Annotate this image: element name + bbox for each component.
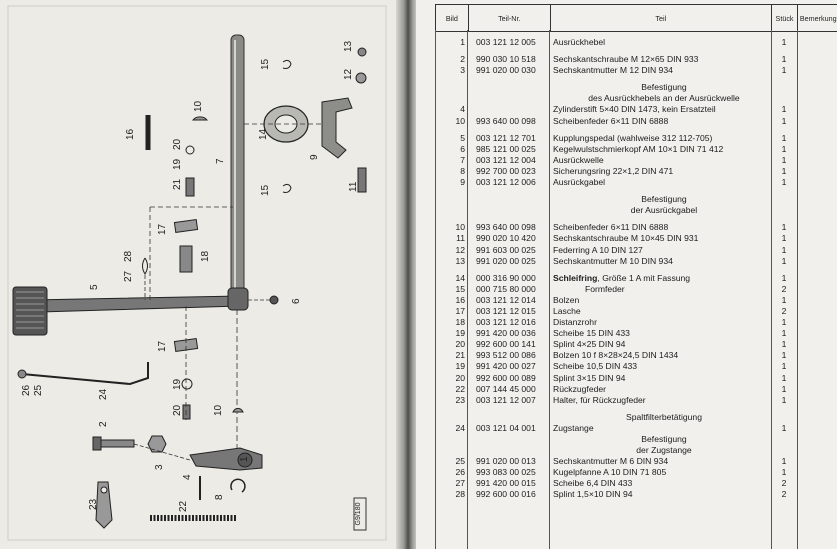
bild-number: 20 — [455, 339, 465, 350]
section-heading — [435, 412, 837, 423]
left-page — [0, 0, 404, 549]
part-description: Sechskantschraube M 12×65 DIN 933 — [553, 54, 699, 65]
quantity: 1 — [781, 339, 787, 350]
callout-19b: 19 — [172, 378, 183, 390]
part-number: 000 715 80 000 — [476, 283, 536, 294]
part-number: 992 600 00 016 — [476, 489, 536, 500]
section-heading-text: Befestigung — [641, 82, 687, 93]
quantity: 1 — [781, 233, 787, 244]
table-row — [435, 328, 837, 339]
table-row — [435, 54, 837, 65]
bild-number: 3 — [460, 65, 465, 76]
callout-4: 4 — [182, 474, 193, 480]
quantity: 1 — [781, 272, 787, 283]
part-number: 003 121 12 004 — [476, 154, 536, 165]
quantity: 1 — [781, 456, 787, 467]
callout-25: 25 — [33, 384, 44, 396]
bild-number: 15 — [455, 283, 465, 294]
parts-table — [435, 37, 837, 501]
section-heading — [435, 82, 837, 93]
bild-number: 2 — [460, 54, 465, 65]
part-number: 990 030 10 518 — [476, 54, 536, 65]
callout-labels — [21, 40, 359, 512]
table-row — [435, 317, 837, 328]
bild-number: 19 — [455, 361, 465, 372]
bild-number: 16 — [455, 294, 465, 305]
callout-10b: 10 — [213, 404, 224, 416]
table-row — [435, 456, 837, 467]
table-row — [435, 273, 837, 284]
callout-22: 22 — [178, 500, 189, 512]
part-number: 003 121 04 001 — [476, 422, 536, 433]
quantity: 1 — [781, 132, 787, 143]
section-heading-text: der Ausrückgabel — [630, 205, 698, 216]
section-heading-text: Befestigung — [641, 434, 687, 444]
part-number: 993 640 00 098 — [476, 115, 536, 126]
pedal-hub — [228, 288, 248, 310]
part-number: 003 121 12 016 — [476, 317, 536, 328]
part-description: Scheibe 6,4 DIN 433 — [553, 478, 633, 489]
bild-number: 1 — [460, 37, 465, 47]
col-teilnr: Teil-Nr. — [469, 5, 551, 31]
table-row — [435, 489, 837, 500]
bild-number: 21 — [455, 350, 465, 361]
table-row — [435, 306, 837, 317]
part-description: Sechskantschraube M 10×45 DIN 931 — [553, 233, 699, 244]
part-number: 991 603 00 025 — [476, 244, 536, 255]
table-row — [435, 222, 837, 233]
section-heading-text: des Ausrückhebels an der Ausrückwelle — [588, 93, 740, 104]
quantity: 1 — [781, 383, 787, 394]
right-page — [416, 0, 837, 549]
callout-15a: 15 — [260, 58, 271, 70]
part-description: Rückzugfeder — [553, 383, 607, 394]
book-gutter — [396, 0, 418, 549]
callout-16: 16 — [125, 128, 136, 140]
part-description: Zylinderstift 5×40 DIN 1473, kein Ersatzteil — [553, 104, 716, 115]
part-number: 985 121 00 025 — [476, 143, 536, 154]
bild-number: 6 — [460, 143, 465, 154]
part-number: 992 700 00 023 — [476, 165, 536, 176]
part-description: Scheibe 15 DIN 433 — [553, 328, 630, 339]
part-description: Sicherungsring 22×1,2 DIN 471 — [553, 165, 674, 176]
quantity: 1 — [781, 143, 787, 154]
section-heading — [435, 445, 837, 456]
quantity: 1 — [781, 244, 787, 255]
table-row — [435, 467, 837, 478]
callout-13: 13 — [343, 40, 354, 52]
bild-number: 23 — [455, 394, 465, 405]
part-description: Splint 1,5×10 DIN 94 — [553, 489, 633, 500]
callout-15b: 15 — [260, 184, 271, 196]
bild-number: 12 — [455, 244, 465, 255]
part-number: 991 420 00 015 — [476, 478, 536, 489]
bild-number: 13 — [455, 255, 465, 266]
part-description: Distanzrohr — [553, 317, 597, 328]
quantity: 1 — [781, 154, 787, 165]
part-description: Lasche — [553, 305, 581, 316]
part-description: Ausrückgabel — [553, 177, 606, 188]
callout-9: 9 — [309, 154, 320, 160]
quantity: 1 — [781, 115, 787, 126]
callout-17a: 17 — [157, 223, 168, 235]
table-row — [435, 65, 837, 76]
bild-number: 10 — [455, 115, 465, 126]
quantity: 1 — [781, 328, 787, 339]
table-row — [435, 37, 837, 48]
quantity: 2 — [781, 283, 787, 294]
callout-12: 12 — [343, 68, 354, 80]
col-teil: Teil — [551, 5, 772, 31]
table-row — [435, 245, 837, 256]
part-description: Sechskantmutter M 10 DIN 934 — [553, 255, 673, 266]
callout-5: 5 — [89, 284, 100, 290]
bild-number: 4 — [460, 104, 465, 115]
callout-24: 24 — [98, 388, 109, 400]
part-number: 992 600 00 141 — [476, 339, 536, 350]
table-row — [435, 295, 837, 306]
section-heading-text: Befestigung — [641, 194, 687, 205]
part-description: Kegelwulstschmierkopf AM 10×1 DIN 71 412 — [553, 143, 724, 154]
table-row — [435, 133, 837, 144]
quantity: 1 — [781, 361, 787, 372]
bild-number: 14 — [455, 272, 465, 283]
part-number: 003 121 12 005 — [476, 37, 536, 47]
bild-number: 22 — [455, 383, 465, 394]
callout-6: 6 — [291, 298, 302, 304]
quantity: 1 — [781, 104, 787, 115]
bild-number: 11 — [456, 233, 465, 244]
quantity: 1 — [781, 65, 787, 76]
quantity: 2 — [781, 478, 787, 489]
callout-18: 18 — [200, 250, 211, 262]
part-description: Kupplungspedal (wahlweise 312 112-705) — [553, 132, 713, 143]
bild-number: 18 — [455, 317, 465, 328]
part-number: 003 121 12 007 — [476, 394, 536, 405]
diagram-stamp: G9/180 — [355, 502, 362, 526]
part-number: 993 640 00 098 — [476, 222, 536, 233]
table-row — [435, 361, 837, 372]
part-description: Splint 3×15 DIN 94 — [553, 372, 626, 383]
table-row — [435, 478, 837, 489]
quantity: 1 — [781, 394, 787, 405]
part-number: 991 420 00 027 — [476, 361, 536, 372]
callout-23: 23 — [88, 498, 99, 510]
section-heading — [435, 93, 837, 104]
part-description: Zugstange — [553, 422, 594, 433]
quantity: 1 — [781, 255, 787, 266]
part-number: 990 020 10 420 — [476, 233, 536, 244]
bild-number: 26 — [455, 467, 465, 478]
bild-number: 28 — [455, 489, 465, 500]
table-row — [435, 423, 837, 434]
table-row — [435, 339, 837, 350]
callout-3: 3 — [154, 464, 165, 470]
callout-20a: 20 — [172, 138, 183, 150]
part-number: 003 121 12 014 — [476, 294, 536, 305]
part-number: 003 121 12 701 — [476, 132, 536, 143]
part-description: Halter, für Rückzugfeder — [553, 394, 646, 405]
release-shaft — [231, 35, 244, 300]
table-row — [435, 395, 837, 406]
section-heading — [435, 194, 837, 205]
bild-number: 5 — [460, 132, 465, 143]
table-row — [435, 155, 837, 166]
callout-2: 2 — [98, 421, 109, 427]
quantity: 1 — [781, 294, 787, 305]
part-number: 003 121 12 006 — [476, 177, 536, 188]
part-description: Sechskantmutter M 12 DIN 934 — [553, 65, 673, 76]
col-bild: Bild — [436, 5, 469, 31]
col-stueck: Stück — [772, 5, 799, 31]
part-number: 007 144 45 000 — [476, 383, 536, 394]
quantity: 1 — [781, 165, 787, 176]
section-heading — [435, 205, 837, 216]
quantity: 1 — [781, 54, 787, 65]
table-row — [435, 384, 837, 395]
part-number: 003 121 12 015 — [476, 305, 536, 316]
section-heading — [435, 434, 837, 445]
part-description: Ausrückhebel — [553, 37, 606, 47]
part-description: Ausrückwelle — [553, 154, 604, 165]
part-number: 991 020 00 030 — [476, 65, 536, 76]
bild-number: 10 — [455, 222, 465, 233]
table-row — [435, 284, 837, 295]
release-fork — [322, 98, 352, 158]
callout-10a: 10 — [193, 100, 204, 112]
col-bemerkung: Bemerkung — [799, 13, 837, 23]
part-description: Bolzen 10 f 8×28×24,5 DIN 1434 — [553, 350, 679, 361]
callout-21: 21 — [172, 178, 183, 190]
exploded-parts-diagram — [0, 0, 400, 549]
quantity: 2 — [781, 489, 787, 500]
callout-8: 8 — [214, 494, 225, 500]
callout-28: 28 — [123, 250, 134, 262]
callout-17b: 17 — [157, 340, 168, 352]
part-number: 000 316 90 000 — [476, 272, 536, 283]
callout-11: 11 — [348, 181, 359, 192]
table-row — [435, 144, 837, 155]
part-number: 991 420 00 036 — [476, 328, 536, 339]
quantity: 1 — [781, 422, 787, 433]
callout-7: 7 — [215, 158, 226, 164]
part-number: 991 020 00 013 — [476, 456, 536, 467]
callout-27: 27 — [123, 270, 134, 282]
bild-number: 24 — [455, 422, 465, 433]
quantity: 1 — [781, 177, 787, 188]
table-row — [435, 256, 837, 267]
part-description: Schleifring, Größe 1 A mit Fassung — [553, 272, 691, 283]
bild-number: 20 — [455, 372, 465, 383]
bild-number: 8 — [460, 165, 465, 176]
part-description: Sechskantmutter M 6 DIN 934 — [553, 456, 669, 467]
part-description: Kugelpfanne A 10 DIN 71 805 — [553, 467, 667, 478]
quantity: 1 — [781, 222, 787, 233]
table-row — [435, 104, 837, 115]
part-description: Formfeder — [585, 283, 625, 294]
part-number: 993 512 00 086 — [476, 350, 536, 361]
callout-20b: 20 — [172, 404, 183, 416]
bild-number: 19 — [455, 328, 465, 339]
table-row — [435, 177, 837, 188]
bild-number: 7 — [460, 154, 465, 165]
table-row — [435, 166, 837, 177]
part-number: 991 020 00 025 — [476, 255, 536, 266]
part-description: Scheibenfeder 6×11 DIN 6888 — [553, 222, 669, 233]
table-row — [435, 373, 837, 384]
part-description: Scheibe 10,5 DIN 433 — [553, 361, 638, 372]
quantity: 2 — [781, 305, 787, 316]
section-heading-text: Spaltfilterbetätigung — [626, 411, 702, 422]
bild-number: 25 — [455, 456, 465, 467]
table-header — [435, 4, 837, 32]
bild-number: 9 — [460, 177, 465, 188]
clutch-pedal-arm — [30, 296, 240, 312]
callout-1: 1 — [239, 456, 250, 462]
part-number: 993 083 00 025 — [476, 467, 536, 478]
part-description: Scheibenfeder 6×11 DIN 6888 — [553, 115, 669, 126]
part-description: Bolzen — [553, 294, 580, 305]
quantity: 1 — [781, 350, 787, 361]
table-row — [435, 233, 837, 244]
part-number: 992 600 00 089 — [476, 372, 536, 383]
quantity: 1 — [781, 37, 787, 47]
quantity: 1 — [781, 467, 787, 478]
pull-rod — [22, 362, 148, 384]
quantity: 1 — [781, 317, 787, 328]
callout-19a: 19 — [172, 158, 183, 170]
part-description: Splint 4×25 DIN 94 — [553, 339, 626, 350]
callout-14: 14 — [258, 128, 269, 140]
table-row — [435, 350, 837, 361]
bild-number: 27 — [455, 478, 465, 489]
quantity: 1 — [781, 372, 787, 383]
bild-number: 17 — [455, 305, 465, 316]
table-row — [435, 116, 837, 127]
part-description: Federring A 10 DIN 127 — [553, 244, 643, 255]
section-heading-text: der Zugstange — [636, 445, 692, 456]
callout-26: 26 — [21, 384, 32, 396]
